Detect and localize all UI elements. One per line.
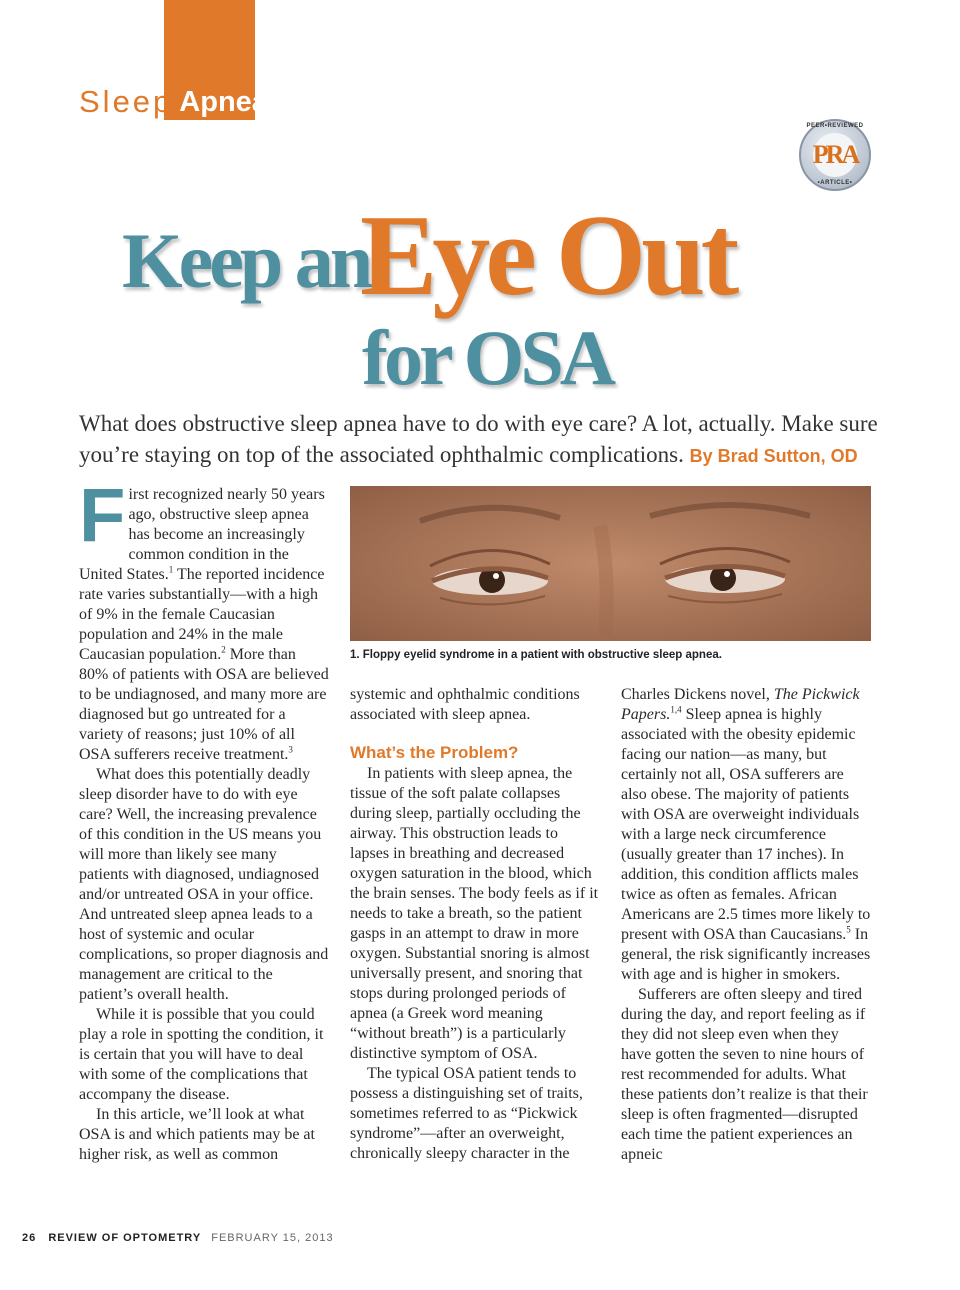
col1-paragraph-3: While it is possible that you could play a role in spotting the condition, it is certain that you will have to deal with some of the complications that accompany the disease. <box>79 1006 324 1103</box>
ref-3: 3 <box>288 744 293 755</box>
title-eye-out: Eye Out <box>360 192 735 320</box>
peer-reviewed-badge <box>799 119 871 191</box>
col3-text-b: Sleep apnea is highly associated with the obesity epidemic facing our nation—as many, but certainly not all, OSA sufferers are also obese. The majority of patients with OSA are overweight individuals with a large neck circumference (usually greater than 17 inches). In addition, this condition afflicts males twice as often as females. African Americans are 2.5 times more likely to present with OSA than Caucasians. <box>621 706 871 943</box>
col2-paragraph-1: In patients with sleep apnea, the tissue of the soft palate collapses during sleep, partially occluding the airway. This obstruction leads to lapses in breathing and decreased oxygen saturation in the blood, which the brain senses. The body feels as if it needs to take a breath, so the patient gasps in an attempt to draw in more oxygen. Substantial snoring is almost universally present, and snoring that stops during prolonged periods of apnea (a Greek word meaning “without breath”) is a particularly distinctive symptom of OSA. <box>350 765 599 1062</box>
col1-paragraph-4: In this article, we’ll look at what OSA is and which patients may be at higher risk, as well as common <box>79 1106 315 1163</box>
ref-5: 5 <box>846 924 851 935</box>
badge-letters: PRA <box>812 140 858 169</box>
column-3 <box>621 685 871 1165</box>
col3-text-c: In general, the risk significantly increases with age and is higher in smokers. <box>621 926 871 983</box>
col2-paragraph-0: systemic and ophthalmic conditions associated with sleep apnea. <box>350 686 580 723</box>
title-for-osa: for OSA <box>362 314 613 401</box>
magazine-name: REVIEW OF OPTOMETRY <box>48 1232 202 1244</box>
col1-paragraph-1 <box>79 473 329 765</box>
badge-bottom-text: •ARTICLE• <box>817 180 853 186</box>
figure-photo <box>350 486 871 641</box>
badge-top-text: PEER•REVIEWED <box>806 123 864 129</box>
article-deck <box>79 408 889 472</box>
col1-text-a: irst recognized nearly 50 years ago, obstructive sleep apnea has become an increasingly common condition in the United States. <box>79 486 325 583</box>
section-label-bold: Apnea <box>179 86 268 118</box>
deck-text: What does obstructive sleep apnea have to do with eye care? A lot, actually. Make sure you’re staying on top of the associated ophthalmic complications. <box>79 411 878 467</box>
col1-paragraph-2: What does this potentially deadly sleep disorder have to do with eye care? Well, the increasing prevalence of this condition in the US means you will more than likely see many patients with diagnosed, undiagnosed and/or untreated OSA in your office. And untreated sleep apnea leads to a host of systemic and ocular complications, so proper diagnosis and management are critical to the patient’s overall health. <box>79 766 329 1003</box>
badge-seal <box>813 133 857 177</box>
col1-text-b: The reported incidence rate varies substantially—with a high of 9% in the female Caucasian population and 24% in the male Caucasian population. <box>79 566 325 663</box>
drop-cap: F <box>79 473 126 558</box>
section-heading: What’s the Problem? <box>350 743 519 762</box>
column-2 <box>350 685 600 1164</box>
col3-paragraph-1: Sufferers are often sleepy and tired during the day, and report feeling as if they did not sleep even when they have gotten the seven to nine hours of rest recommended for adults. What these patients don’t realize is that their sleep is often fragmented—disrupted each time the patient experiences an apneic <box>621 986 868 1163</box>
ref-2: 2 <box>221 644 226 655</box>
section-label <box>79 84 268 120</box>
ref-1: 1 <box>168 564 174 575</box>
eyes-illustration <box>350 486 871 641</box>
section-label-light: Sleep <box>79 84 174 119</box>
column-1 <box>79 473 329 1165</box>
col3-paragraph-0 <box>621 685 871 985</box>
byline: By Brad Sutton, OD <box>689 446 858 466</box>
col1-text-c: More than 80% of patients with OSA are believed to be undiagnosed, and many more are diagnosed but go untreated for a variety of reasons; just 10% of all OSA sufferers receive treatment. <box>79 646 329 763</box>
issue-date: FEBRUARY 15, 2013 <box>211 1232 334 1244</box>
ref-1-4: 1,4 <box>670 704 682 715</box>
figure-caption: 1. Floppy eyelid syndrome in a patient with obstructive sleep apnea. <box>350 649 722 661</box>
title-keep-an: Keep an <box>122 217 370 304</box>
book-title: The Pickwick Papers. <box>621 686 860 723</box>
col2-paragraph-2: The typical OSA patient tends to possess a distinguishing set of traits, sometimes referred to as “Pickwick syndrome”—after an overweight, chronically sleepy character in the <box>350 1065 583 1162</box>
page-footer <box>22 1232 334 1244</box>
page-number: 26 <box>22 1232 37 1244</box>
col3-text-a: Charles Dickens novel, <box>621 686 774 703</box>
